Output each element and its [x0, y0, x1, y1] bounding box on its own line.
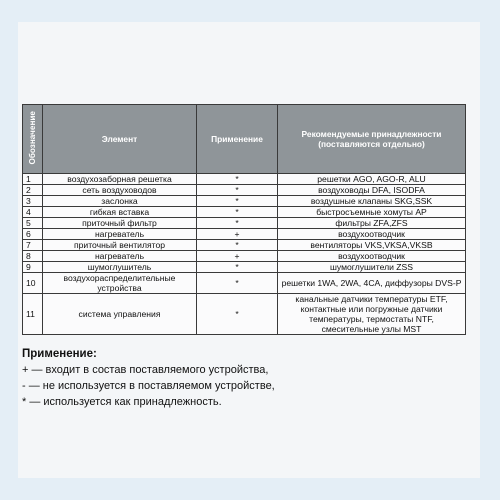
cell-usage: * [197, 196, 278, 207]
cell-element: нагреватель [43, 251, 197, 262]
legend-line-star: * — используется как принадлежность. [22, 396, 222, 408]
cell-element: нагреватель [43, 229, 197, 240]
legend-line-plus: + — входит в состав поставляемого устройства, [22, 364, 269, 376]
table-row [23, 174, 466, 185]
cell-element: воздухораспределительные устройства [43, 273, 197, 294]
cell-accessories: шумоглушители ZSS [278, 262, 466, 273]
header-usage: Применение [197, 105, 278, 174]
cell-code: 6 [23, 229, 43, 240]
table-row [23, 218, 466, 229]
cell-element: система управления [43, 294, 197, 335]
cell-usage: + [197, 251, 278, 262]
cell-accessories: воздухоотводчик [278, 229, 466, 240]
cell-usage: * [197, 207, 278, 218]
cell-element: сеть воздуховодов [43, 185, 197, 196]
cell-accessories: канальные датчики температуры ETF, контактные или погружные датчики температуры, термостаты NTF, смесительные узлы MST [278, 294, 466, 335]
cell-code: 1 [23, 174, 43, 185]
table-row [23, 185, 466, 196]
cell-element: шумоглушитель [43, 262, 197, 273]
cell-usage: * [197, 262, 278, 273]
cell-accessories: решетки AGO, AGO-R, ALU [278, 174, 466, 185]
cell-element: гибкая вставка [43, 207, 197, 218]
cell-accessories: вентиляторы VKS,VKSA,VKSB [278, 240, 466, 251]
table-row [23, 294, 466, 335]
table-row [23, 262, 466, 273]
cell-code: 11 [23, 294, 43, 335]
header-code: Обозначение [23, 105, 43, 174]
table-row [23, 196, 466, 207]
table-row [23, 207, 466, 218]
cell-usage: * [197, 294, 278, 335]
table-row [23, 229, 466, 240]
header-accessories: Рекомендуемые принадлежности (поставляются отдельно) [278, 105, 466, 174]
header-element: Элемент [43, 105, 197, 174]
cell-element: воздухозаборная решетка [43, 174, 197, 185]
usage-legend [22, 346, 462, 410]
cell-code: 2 [23, 185, 43, 196]
table-row [23, 251, 466, 262]
cell-code: 7 [23, 240, 43, 251]
cell-usage: * [197, 240, 278, 251]
cell-usage: * [197, 174, 278, 185]
cell-element: заслонка [43, 196, 197, 207]
cell-code: 3 [23, 196, 43, 207]
cell-usage: * [197, 218, 278, 229]
cell-usage: * [197, 273, 278, 294]
cell-element: приточный вентилятор [43, 240, 197, 251]
cell-code: 5 [23, 218, 43, 229]
cell-accessories: решетки 1WA, 2WA, 4CA, диффузоры DVS-P [278, 273, 466, 294]
cell-accessories: быстросъемные хомуты AP [278, 207, 466, 218]
table-header-row [23, 105, 466, 174]
legend-line-minus: - — не используется в поставляемом устройстве, [22, 380, 275, 392]
cell-accessories: воздушные клапаны SKG,SSK [278, 196, 466, 207]
cell-code: 8 [23, 251, 43, 262]
cell-element: приточный фильтр [43, 218, 197, 229]
cell-usage: + [197, 229, 278, 240]
cell-code: 4 [23, 207, 43, 218]
table-row [23, 273, 466, 294]
accessories-table [22, 104, 466, 335]
cell-code: 10 [23, 273, 43, 294]
document-sheet [18, 22, 480, 478]
cell-accessories: фильтры ZFA,ZFS [278, 218, 466, 229]
cell-accessories: воздуховоды DFA, ISODFA [278, 185, 466, 196]
legend-title: Применение: [22, 348, 97, 360]
table-row [23, 240, 466, 251]
cell-accessories: воздухоотводчик [278, 251, 466, 262]
cell-code: 9 [23, 262, 43, 273]
cell-usage: * [197, 185, 278, 196]
